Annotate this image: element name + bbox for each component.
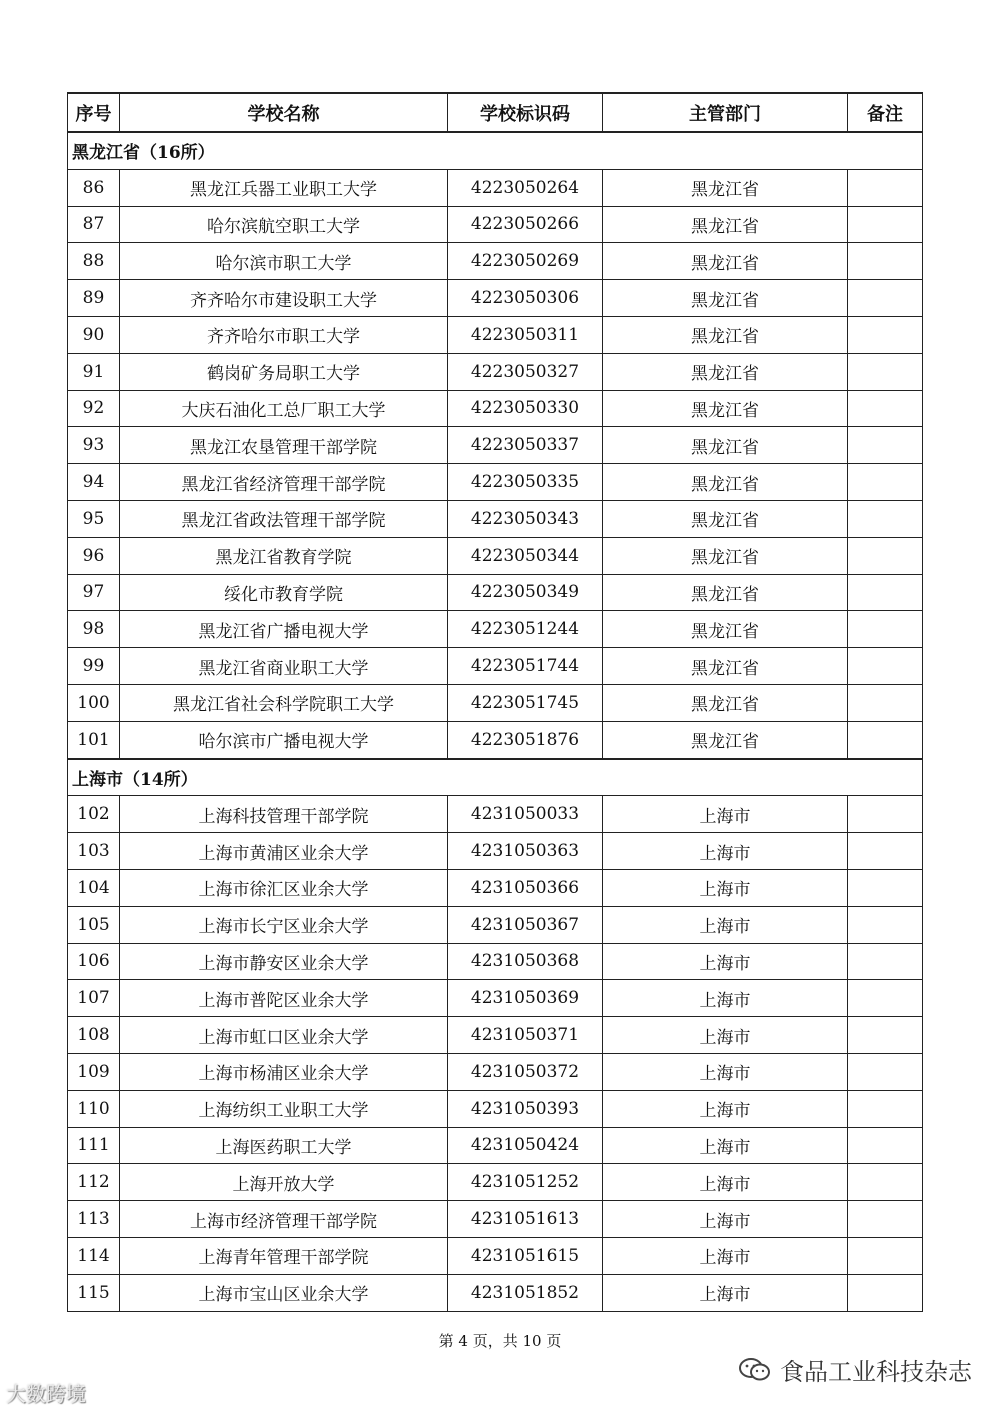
section-header-row	[68, 132, 923, 169]
cell-school-code: 4223050269	[448, 243, 603, 280]
cell-school-code: 4231050363	[448, 833, 603, 870]
cell-school-name: 黑龙江省经济管理干部学院	[120, 464, 448, 501]
cell-department: 黑龙江省	[603, 537, 848, 574]
page-footer: 第 4 页，共 10 页	[438, 1332, 562, 1350]
cell-school-code: 4231050372	[448, 1053, 603, 1090]
cell-index: 100	[68, 684, 120, 721]
cell-remarks	[848, 1237, 923, 1274]
cell-index: 106	[68, 943, 120, 980]
table-row	[68, 869, 923, 906]
cell-remarks	[848, 721, 923, 758]
cell-index: 102	[68, 796, 120, 833]
table-row	[68, 464, 923, 501]
cell-department: 黑龙江省	[603, 169, 848, 206]
cell-index: 104	[68, 869, 120, 906]
cell-department: 上海市	[603, 1237, 848, 1274]
cell-school-code: 4223050330	[448, 390, 603, 427]
cell-index: 87	[68, 206, 120, 243]
cell-index: 107	[68, 980, 120, 1017]
section-header-row	[68, 759, 923, 796]
cell-remarks	[848, 1090, 923, 1127]
table-row	[68, 906, 923, 943]
cell-school-code: 4223050343	[448, 500, 603, 537]
cell-school-name: 黑龙江省社会科学院职工大学	[120, 684, 448, 721]
cell-school-name: 上海市杨浦区业余大学	[120, 1053, 448, 1090]
cell-school-name: 黑龙江兵器工业职工大学	[120, 169, 448, 206]
cell-school-name: 上海市徐汇区业余大学	[120, 869, 448, 906]
cell-department: 黑龙江省	[603, 684, 848, 721]
cell-school-code: 4223050337	[448, 427, 603, 464]
header-remarks: 备注	[848, 93, 923, 132]
cell-remarks	[848, 500, 923, 537]
cell-index: 99	[68, 648, 120, 685]
table-row	[68, 684, 923, 721]
cell-remarks	[848, 427, 923, 464]
cell-remarks	[848, 390, 923, 427]
cell-school-name: 上海市静安区业余大学	[120, 943, 448, 980]
cell-remarks	[848, 1053, 923, 1090]
cell-department: 黑龙江省	[603, 500, 848, 537]
table-row	[68, 648, 923, 685]
cell-department: 黑龙江省	[603, 316, 848, 353]
cell-school-name: 黑龙江省教育学院	[120, 537, 448, 574]
cell-school-name: 黑龙江省政法管理干部学院	[120, 500, 448, 537]
cell-school-name: 齐齐哈尔市职工大学	[120, 316, 448, 353]
cell-department: 上海市	[603, 1127, 848, 1164]
cell-school-code: 4223050327	[448, 353, 603, 390]
cell-department: 上海市	[603, 869, 848, 906]
cell-school-name: 上海市长宁区业余大学	[120, 906, 448, 943]
cell-index: 94	[68, 464, 120, 501]
header-school-code: 学校标识码	[448, 93, 603, 132]
cell-index: 101	[68, 721, 120, 758]
table-row	[68, 390, 923, 427]
table-row	[68, 1274, 923, 1311]
cell-remarks	[848, 906, 923, 943]
table-body	[68, 132, 923, 1311]
table-row	[68, 537, 923, 574]
cell-school-code: 4231050366	[448, 869, 603, 906]
table-row	[68, 980, 923, 1017]
cell-department: 黑龙江省	[603, 243, 848, 280]
cell-index: 113	[68, 1201, 120, 1238]
cell-remarks	[848, 243, 923, 280]
cell-index: 91	[68, 353, 120, 390]
table-row	[68, 316, 923, 353]
cell-department: 黑龙江省	[603, 206, 848, 243]
table-row	[68, 1090, 923, 1127]
cell-school-code: 4231050369	[448, 980, 603, 1017]
cell-department: 上海市	[603, 833, 848, 870]
cell-school-code: 4223050344	[448, 537, 603, 574]
cell-index: 108	[68, 1017, 120, 1054]
cell-school-name: 上海市虹口区业余大学	[120, 1017, 448, 1054]
cell-school-code: 4223050311	[448, 316, 603, 353]
cell-department: 黑龙江省	[603, 353, 848, 390]
cell-school-code: 4231051852	[448, 1274, 603, 1311]
cell-department: 黑龙江省	[603, 464, 848, 501]
wechat-icon	[738, 1357, 772, 1383]
cell-remarks	[848, 684, 923, 721]
cell-school-code: 4223050335	[448, 464, 603, 501]
table-row	[68, 427, 923, 464]
table-row	[68, 243, 923, 280]
cell-remarks	[848, 943, 923, 980]
watermark-right	[738, 1352, 972, 1387]
cell-index: 114	[68, 1237, 120, 1274]
table-row	[68, 721, 923, 758]
table-row	[68, 1237, 923, 1274]
cell-index: 109	[68, 1053, 120, 1090]
cell-index: 115	[68, 1274, 120, 1311]
cell-school-name: 黑龙江省商业职工大学	[120, 648, 448, 685]
cell-index: 110	[68, 1090, 120, 1127]
cell-department: 上海市	[603, 943, 848, 980]
section-title: 上海市（14所）	[68, 759, 923, 796]
cell-school-name: 绥化市教育学院	[120, 574, 448, 611]
cell-school-code: 4223050264	[448, 169, 603, 206]
cell-school-name: 上海医药职工大学	[120, 1127, 448, 1164]
cell-school-name: 黑龙江农垦管理干部学院	[120, 427, 448, 464]
cell-school-code: 4231050371	[448, 1017, 603, 1054]
cell-school-name: 上海市普陀区业余大学	[120, 980, 448, 1017]
cell-school-name: 上海开放大学	[120, 1164, 448, 1201]
cell-school-code: 4231051615	[448, 1237, 603, 1274]
cell-remarks	[848, 796, 923, 833]
cell-school-code: 4231051252	[448, 1164, 603, 1201]
cell-school-code: 4231050393	[448, 1090, 603, 1127]
table-row	[68, 574, 923, 611]
table-row	[68, 169, 923, 206]
cell-department: 上海市	[603, 906, 848, 943]
cell-remarks	[848, 833, 923, 870]
cell-remarks	[848, 1164, 923, 1201]
cell-department: 上海市	[603, 1090, 848, 1127]
cell-school-code: 4231050033	[448, 796, 603, 833]
cell-department: 黑龙江省	[603, 611, 848, 648]
table-row	[68, 1017, 923, 1054]
cell-remarks	[848, 206, 923, 243]
table-header	[68, 93, 923, 132]
cell-department: 黑龙江省	[603, 427, 848, 464]
table-row	[68, 943, 923, 980]
table-row	[68, 1127, 923, 1164]
cell-remarks	[848, 648, 923, 685]
cell-remarks	[848, 1127, 923, 1164]
cell-school-name: 齐齐哈尔市建设职工大学	[120, 280, 448, 317]
cell-index: 111	[68, 1127, 120, 1164]
table-row	[68, 353, 923, 390]
cell-index: 103	[68, 833, 120, 870]
cell-school-name: 上海科技管理干部学院	[120, 796, 448, 833]
cell-department: 黑龙江省	[603, 721, 848, 758]
cell-school-code: 4223051744	[448, 648, 603, 685]
cell-school-code: 4223051876	[448, 721, 603, 758]
cell-school-name: 哈尔滨市广播电视大学	[120, 721, 448, 758]
cell-remarks	[848, 980, 923, 1017]
cell-school-code: 4223051745	[448, 684, 603, 721]
cell-department: 黑龙江省	[603, 390, 848, 427]
cell-index: 105	[68, 906, 120, 943]
watermark-left: 大数跨境	[6, 1382, 86, 1406]
table-row	[68, 1164, 923, 1201]
cell-department: 上海市	[603, 1053, 848, 1090]
cell-index: 92	[68, 390, 120, 427]
cell-school-name: 哈尔滨市职工大学	[120, 243, 448, 280]
cell-department: 黑龙江省	[603, 648, 848, 685]
cell-school-code: 4223050266	[448, 206, 603, 243]
cell-department: 黑龙江省	[603, 574, 848, 611]
cell-department: 上海市	[603, 980, 848, 1017]
cell-school-code: 4231051613	[448, 1201, 603, 1238]
cell-index: 93	[68, 427, 120, 464]
cell-school-name: 黑龙江省广播电视大学	[120, 611, 448, 648]
cell-index: 97	[68, 574, 120, 611]
cell-department: 上海市	[603, 1164, 848, 1201]
cell-index: 112	[68, 1164, 120, 1201]
cell-index: 86	[68, 169, 120, 206]
cell-index: 95	[68, 500, 120, 537]
header-index: 序号	[68, 93, 120, 132]
cell-school-name: 上海市宝山区业余大学	[120, 1274, 448, 1311]
table-row	[68, 611, 923, 648]
cell-remarks	[848, 1201, 923, 1238]
table-row	[68, 1053, 923, 1090]
cell-department: 上海市	[603, 796, 848, 833]
table-row	[68, 833, 923, 870]
cell-remarks	[848, 353, 923, 390]
cell-school-name: 上海市黄浦区业余大学	[120, 833, 448, 870]
cell-department: 黑龙江省	[603, 280, 848, 317]
cell-school-name: 上海纺织工业职工大学	[120, 1090, 448, 1127]
section-title: 黑龙江省（16所）	[68, 132, 923, 169]
table-row	[68, 206, 923, 243]
cell-department: 上海市	[603, 1274, 848, 1311]
cell-remarks	[848, 611, 923, 648]
cell-school-code: 4231050367	[448, 906, 603, 943]
cell-school-name: 上海市经济管理干部学院	[120, 1201, 448, 1238]
cell-school-code: 4231050368	[448, 943, 603, 980]
cell-school-name: 上海青年管理干部学院	[120, 1237, 448, 1274]
table-row	[68, 796, 923, 833]
table-row	[68, 1201, 923, 1238]
cell-remarks	[848, 869, 923, 906]
cell-remarks	[848, 280, 923, 317]
cell-school-code: 4223051244	[448, 611, 603, 648]
watermark-right-text: 食品工业科技杂志	[780, 1358, 972, 1386]
header-school-name: 学校名称	[120, 93, 448, 132]
cell-remarks	[848, 1274, 923, 1311]
cell-school-name: 鹤岗矿务局职工大学	[120, 353, 448, 390]
cell-department: 上海市	[603, 1017, 848, 1054]
cell-index: 90	[68, 316, 120, 353]
cell-remarks	[848, 1017, 923, 1054]
cell-school-code: 4231050424	[448, 1127, 603, 1164]
cell-index: 88	[68, 243, 120, 280]
header-department: 主管部门	[603, 93, 848, 132]
cell-remarks	[848, 316, 923, 353]
cell-remarks	[848, 537, 923, 574]
cell-remarks	[848, 574, 923, 611]
cell-department: 上海市	[603, 1201, 848, 1238]
cell-index: 98	[68, 611, 120, 648]
cell-index: 96	[68, 537, 120, 574]
school-list-table	[67, 92, 923, 1312]
cell-school-name: 哈尔滨航空职工大学	[120, 206, 448, 243]
cell-remarks	[848, 464, 923, 501]
cell-school-code: 4223050349	[448, 574, 603, 611]
table-row	[68, 500, 923, 537]
table-row	[68, 280, 923, 317]
cell-remarks	[848, 169, 923, 206]
cell-index: 89	[68, 280, 120, 317]
cell-school-name: 大庆石油化工总厂职工大学	[120, 390, 448, 427]
cell-school-code: 4223050306	[448, 280, 603, 317]
